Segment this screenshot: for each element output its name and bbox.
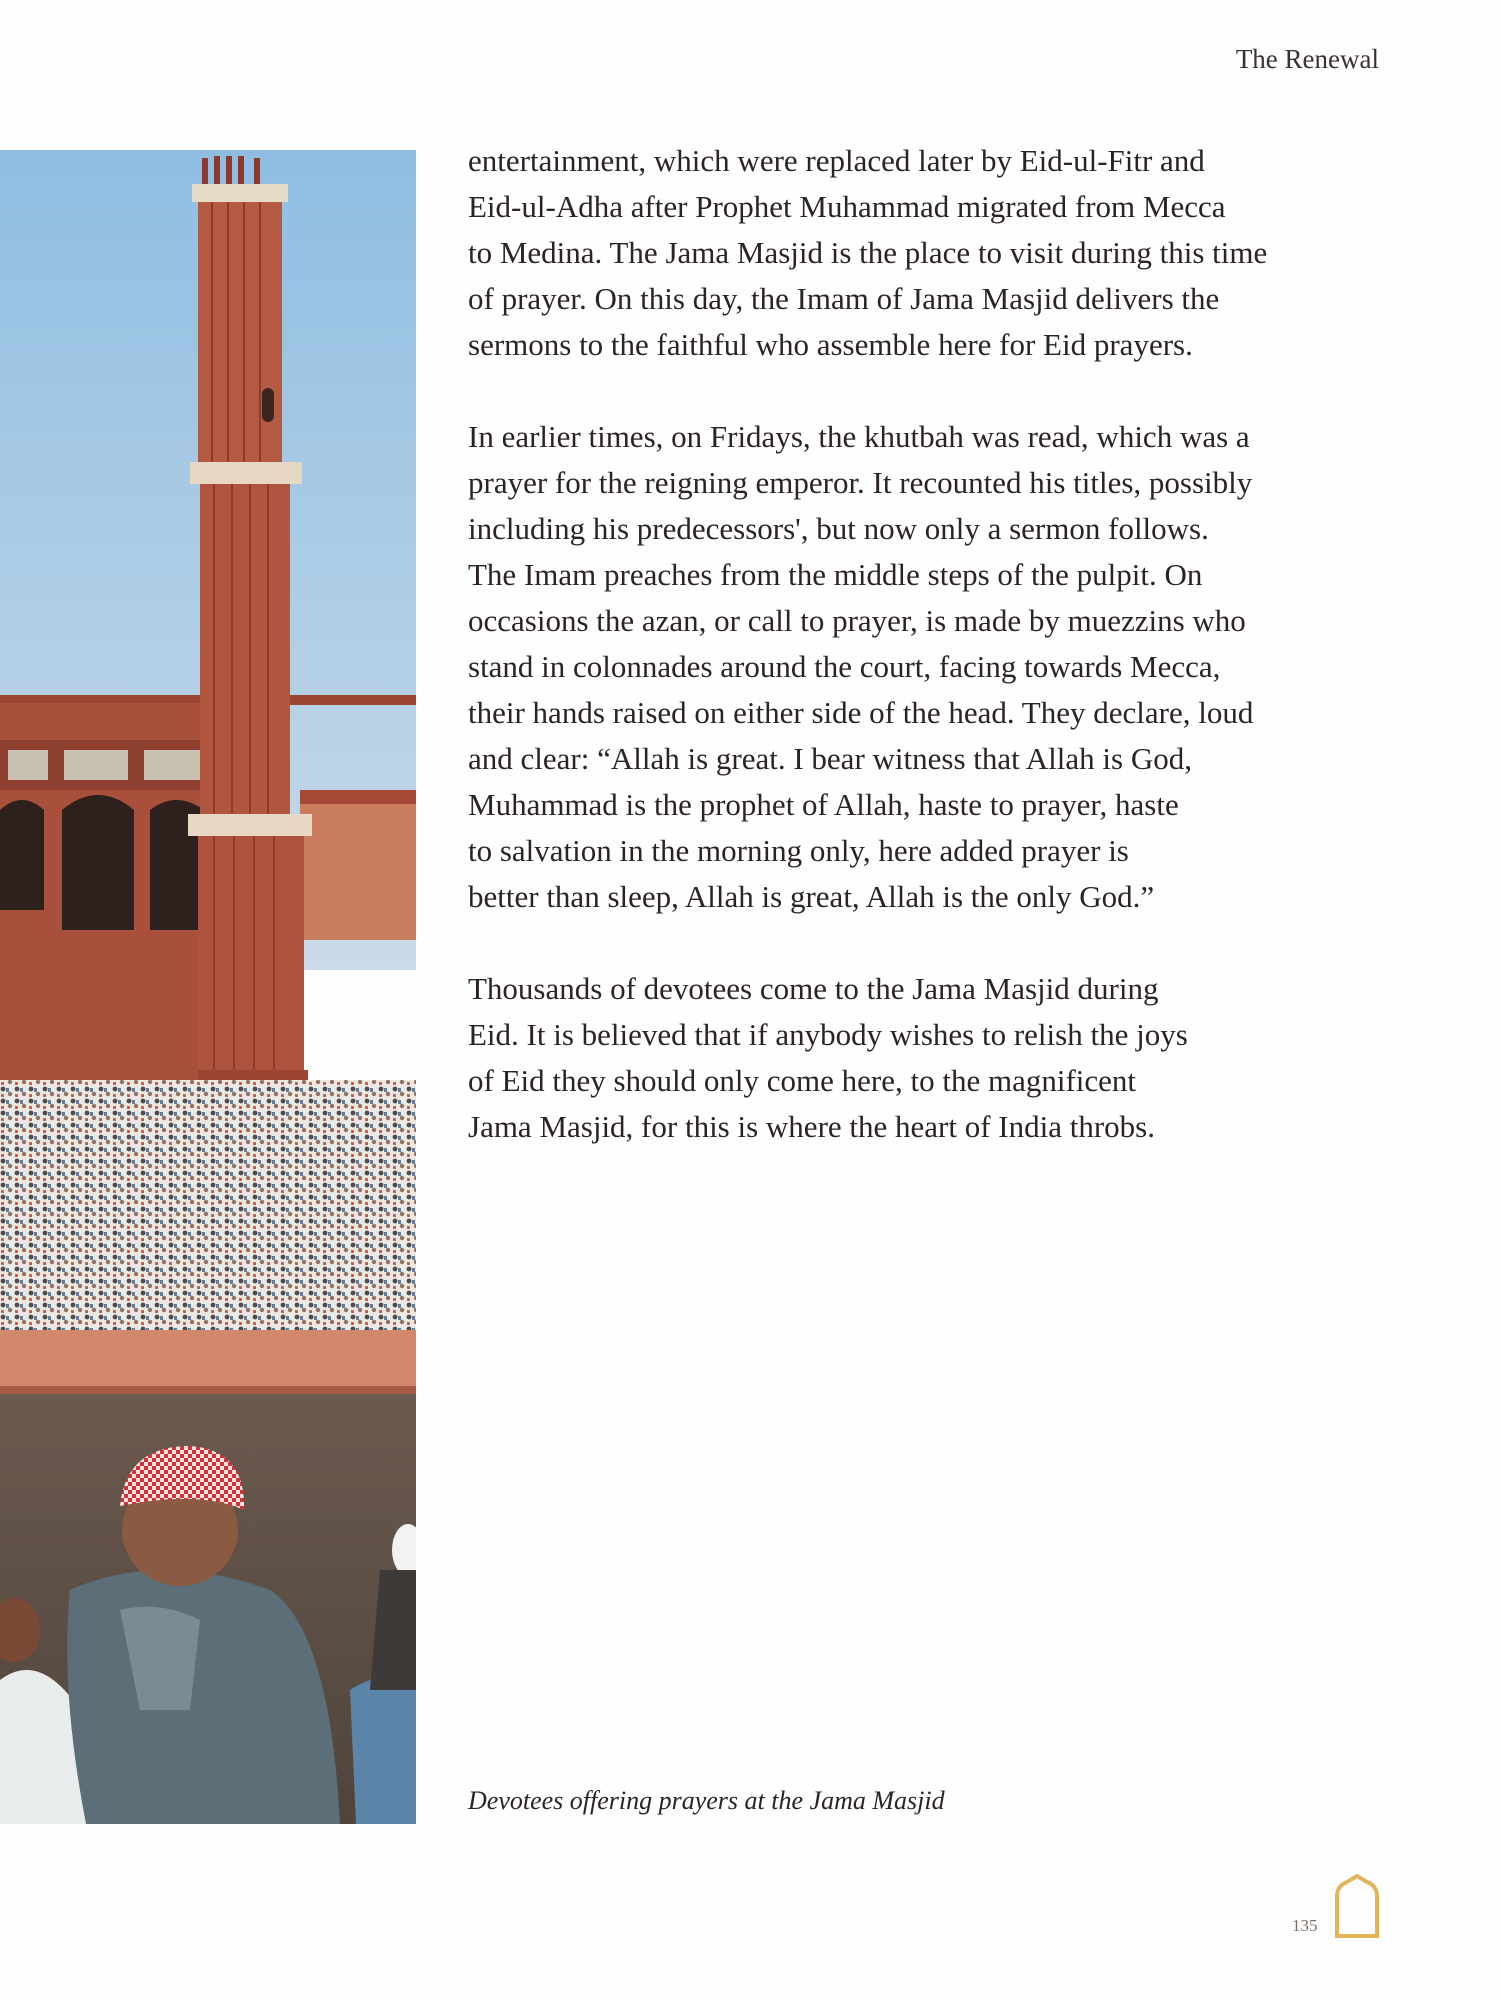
paragraph-2 xyxy=(468,414,1393,920)
arch-icon xyxy=(1333,1874,1381,1938)
text-line: entertainment, which were replaced later by Eid-ul-Fitr and xyxy=(468,143,1205,178)
text-line: Eid. It is believed that if anybody wishes to relish the joys xyxy=(468,1017,1188,1052)
text-line: including his predecessors', but now only a sermon follows. xyxy=(468,511,1209,546)
body-text xyxy=(468,138,1393,1196)
text-line: to salvation in the morning only, here added prayer is xyxy=(468,833,1129,868)
text-line: Eid-ul-Adha after Prophet Muhammad migrated from Mecca xyxy=(468,189,1226,224)
text-line: In earlier times, on Fridays, the khutbah was read, which was a xyxy=(468,419,1250,454)
text-line: The Imam preaches from the middle steps of the pulpit. On xyxy=(468,557,1203,592)
text-line: sermons to the faithful who assemble here for Eid prayers. xyxy=(468,327,1193,362)
running-head: The Renewal xyxy=(1235,44,1379,74)
text-line: their hands raised on either side of the head. They declare, loud xyxy=(468,695,1254,730)
text-line: occasions the azan, or call to prayer, is made by muezzins who xyxy=(468,603,1246,638)
text-line: prayer for the reigning emperor. It recounted his titles, possibly xyxy=(468,465,1253,500)
text-line: Thousands of devotees come to the Jama Masjid during xyxy=(468,971,1159,1006)
page-number: 135 xyxy=(1292,1916,1318,1935)
text-line: Jama Masjid, for this is where the heart of India throbs. xyxy=(468,1109,1155,1144)
text-line: stand in colonnades around the court, facing towards Mecca, xyxy=(468,649,1221,684)
text-line: and clear: “Allah is great. I bear witness that Allah is God, xyxy=(468,741,1192,776)
mosque-photo xyxy=(0,150,416,1824)
paragraph-1 xyxy=(468,138,1393,368)
text-line: of prayer. On this day, the Imam of Jama Masjid delivers the xyxy=(468,281,1220,316)
paragraph-3 xyxy=(468,966,1393,1150)
text-line: of Eid they should only come here, to the magnificent xyxy=(468,1063,1137,1098)
text-line: to Medina. The Jama Masjid is the place to visit during this time xyxy=(468,235,1268,270)
photo-caption: Devotees offering prayers at the Jama Masjid xyxy=(468,1786,945,1815)
text-line: better than sleep, Allah is great, Allah is the only God.” xyxy=(468,879,1155,914)
text-line: Muhammad is the prophet of Allah, haste to prayer, haste xyxy=(468,787,1179,822)
